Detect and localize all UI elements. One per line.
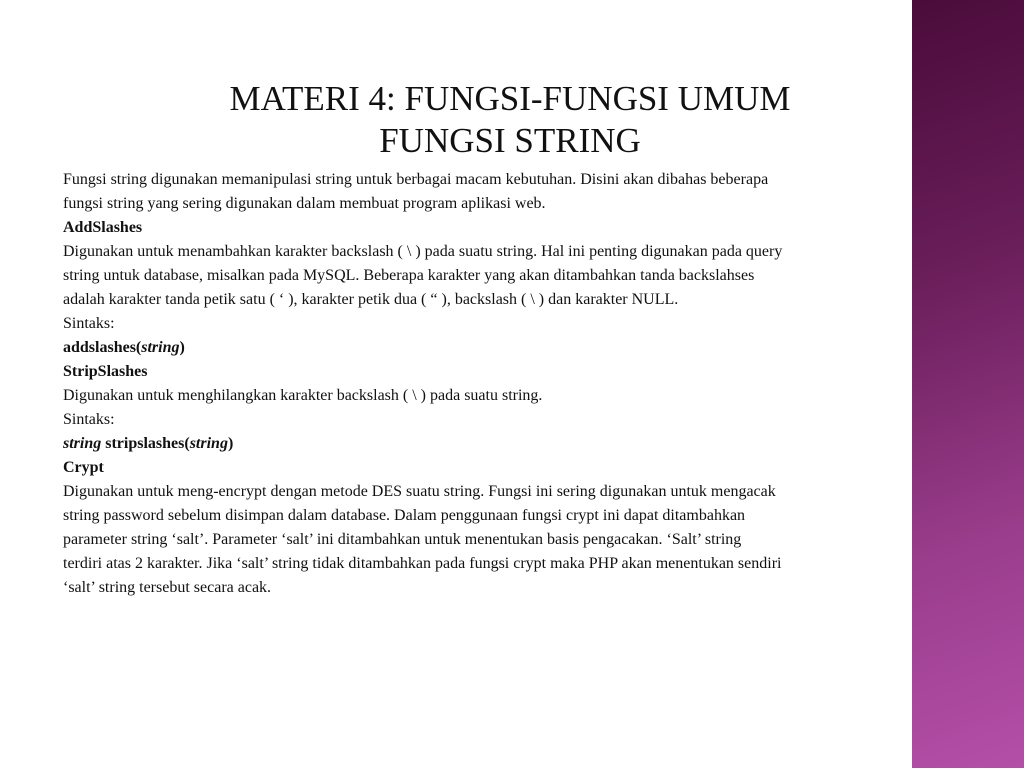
slide-body	[63, 168, 783, 600]
stripslashes-syntax-func: stripslashes(	[101, 435, 190, 452]
title-line-2: FUNGSI STRING	[379, 121, 641, 160]
stripslashes-syntax-label: Sintaks:	[63, 411, 115, 428]
stripslashes-syntax	[63, 432, 783, 456]
intro-paragraph: Fungsi string digunakan memanipulasi string untuk berbagai macam kebutuhan. Disini akan dibahas beberapa fungsi string yang sering digunakan dalam membuat program aplikasi web.	[63, 171, 769, 212]
addslashes-heading: AddSlashes	[63, 219, 143, 236]
stripslashes-syntax-return: string	[63, 435, 102, 452]
slide-title	[60, 78, 960, 162]
crypt-heading: Crypt	[63, 459, 104, 476]
stripslashes-syntax-param: string	[189, 435, 228, 452]
addslashes-syntax	[63, 336, 783, 360]
addslashes-syntax-close: )	[179, 339, 185, 356]
addslashes-syntax-label: Sintaks:	[63, 315, 115, 332]
addslashes-description: Digunakan untuk menambahkan karakter backslash ( \ ) pada suatu string. Hal ini penting digunakan pada query string untuk database, misalkan pada MySQL. Beberapa karakter yang akan ditambahkan tanda backslahses adalah karakter tanda petik satu ( ‘ ), karakter petik dua ( “ ), backslash ( \ ) dan karakter NULL.	[63, 243, 783, 308]
addslashes-syntax-func: addslashes(	[63, 339, 142, 356]
addslashes-syntax-param: string	[141, 339, 180, 356]
stripslashes-heading: StripSlashes	[63, 363, 148, 380]
stripslashes-syntax-close: )	[227, 435, 234, 452]
crypt-description: Digunakan untuk meng-encrypt dengan metode DES suatu string. Fungsi ini sering digunakan untuk mengacak string password sebelum disimpan dalam database. Dalam penggunaan fungsi crypt ini dapat ditambahkan parameter string ‘salt’. Parameter ‘salt’ ini ditambahkan untuk menentukan basis pengacakan. ‘Salt’ string terdiri atas 2 karakter. Jika ‘salt’ string tidak ditambahkan pada fungsi crypt maka PHP akan menentukan sendiri ‘salt’ string tersebut secara acak.	[63, 483, 782, 596]
title-line-1: MATERI 4: FUNGSI-FUNGSI UMUM	[229, 79, 791, 118]
stripslashes-description: Digunakan untuk menghilangkan karakter backslash ( \ ) pada suatu string.	[63, 387, 543, 404]
